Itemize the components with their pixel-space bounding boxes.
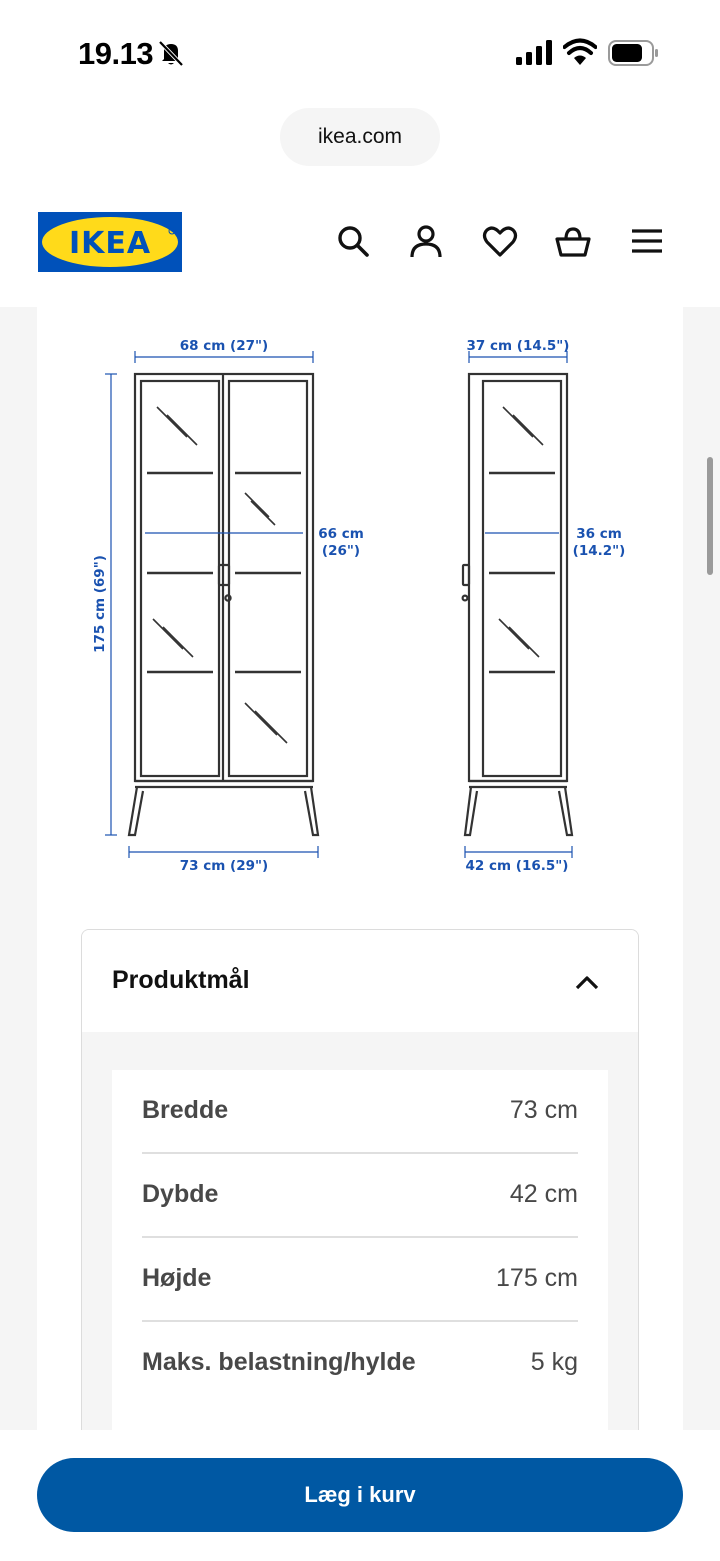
spec-value: 42 cm bbox=[509, 1180, 578, 1208]
chevron-up-icon[interactable] bbox=[574, 970, 600, 996]
product-content[interactable] bbox=[0, 307, 720, 1430]
menu-icon[interactable] bbox=[629, 223, 665, 259]
side-inner-depth-label-2: (14.2") bbox=[572, 543, 626, 559]
ikea-logo[interactable] bbox=[38, 212, 182, 272]
spec-row-width bbox=[142, 1070, 578, 1154]
front-top-width-label: 68 cm (27") bbox=[179, 338, 269, 354]
side-top-depth-label: 37 cm (14.5") bbox=[466, 338, 570, 354]
heart-icon[interactable] bbox=[482, 223, 518, 259]
bottom-action-bar bbox=[0, 1430, 720, 1561]
front-inner-width-label-1: 66 cm bbox=[318, 526, 364, 542]
product-media-panel bbox=[37, 307, 683, 1430]
accordion-title: Produktmål bbox=[112, 966, 250, 994]
search-icon[interactable] bbox=[335, 223, 371, 259]
spec-label: Dybde bbox=[142, 1180, 219, 1208]
battery-icon bbox=[608, 40, 660, 66]
wifi-icon bbox=[563, 38, 597, 66]
front-bottom-width-label: 73 cm (29") bbox=[179, 858, 269, 874]
status-time: 19.13 bbox=[78, 36, 154, 71]
spec-value: 175 cm bbox=[496, 1264, 578, 1292]
bell-off-icon bbox=[156, 38, 186, 68]
browser-address-bar[interactable]: ikea.com bbox=[280, 108, 440, 166]
spec-row-max-load bbox=[142, 1322, 578, 1406]
site-header bbox=[0, 185, 720, 307]
spec-value: 73 cm bbox=[509, 1096, 578, 1124]
cellular-signal-icon bbox=[515, 40, 553, 66]
side-bottom-depth-label: 42 cm (16.5") bbox=[465, 858, 569, 874]
account-icon[interactable] bbox=[408, 223, 444, 259]
spec-label: Højde bbox=[142, 1264, 212, 1292]
accordion-header[interactable] bbox=[82, 930, 638, 1032]
scrollbar-thumb[interactable] bbox=[707, 457, 713, 575]
status-bar bbox=[0, 0, 720, 100]
spec-label: Bredde bbox=[142, 1096, 229, 1124]
spec-label: Maks. belastning/hylde bbox=[142, 1348, 416, 1376]
spec-row-height bbox=[142, 1238, 578, 1322]
svg-text:IKEA: IKEA bbox=[68, 226, 152, 261]
spec-value: 5 kg bbox=[530, 1348, 578, 1376]
side-inner-depth-label-1: 36 cm bbox=[576, 526, 622, 542]
front-height-label: 175 cm (69") bbox=[92, 555, 108, 653]
dimensions-list bbox=[112, 1070, 608, 1430]
product-dimensions-accordion bbox=[81, 929, 639, 1430]
front-inner-width-label-2: (26") bbox=[321, 543, 361, 559]
add-to-cart-button[interactable]: Læg i kurv bbox=[37, 1458, 683, 1532]
basket-icon[interactable] bbox=[555, 223, 591, 259]
dimension-drawing bbox=[37, 307, 683, 907]
spec-row-depth bbox=[142, 1154, 578, 1238]
